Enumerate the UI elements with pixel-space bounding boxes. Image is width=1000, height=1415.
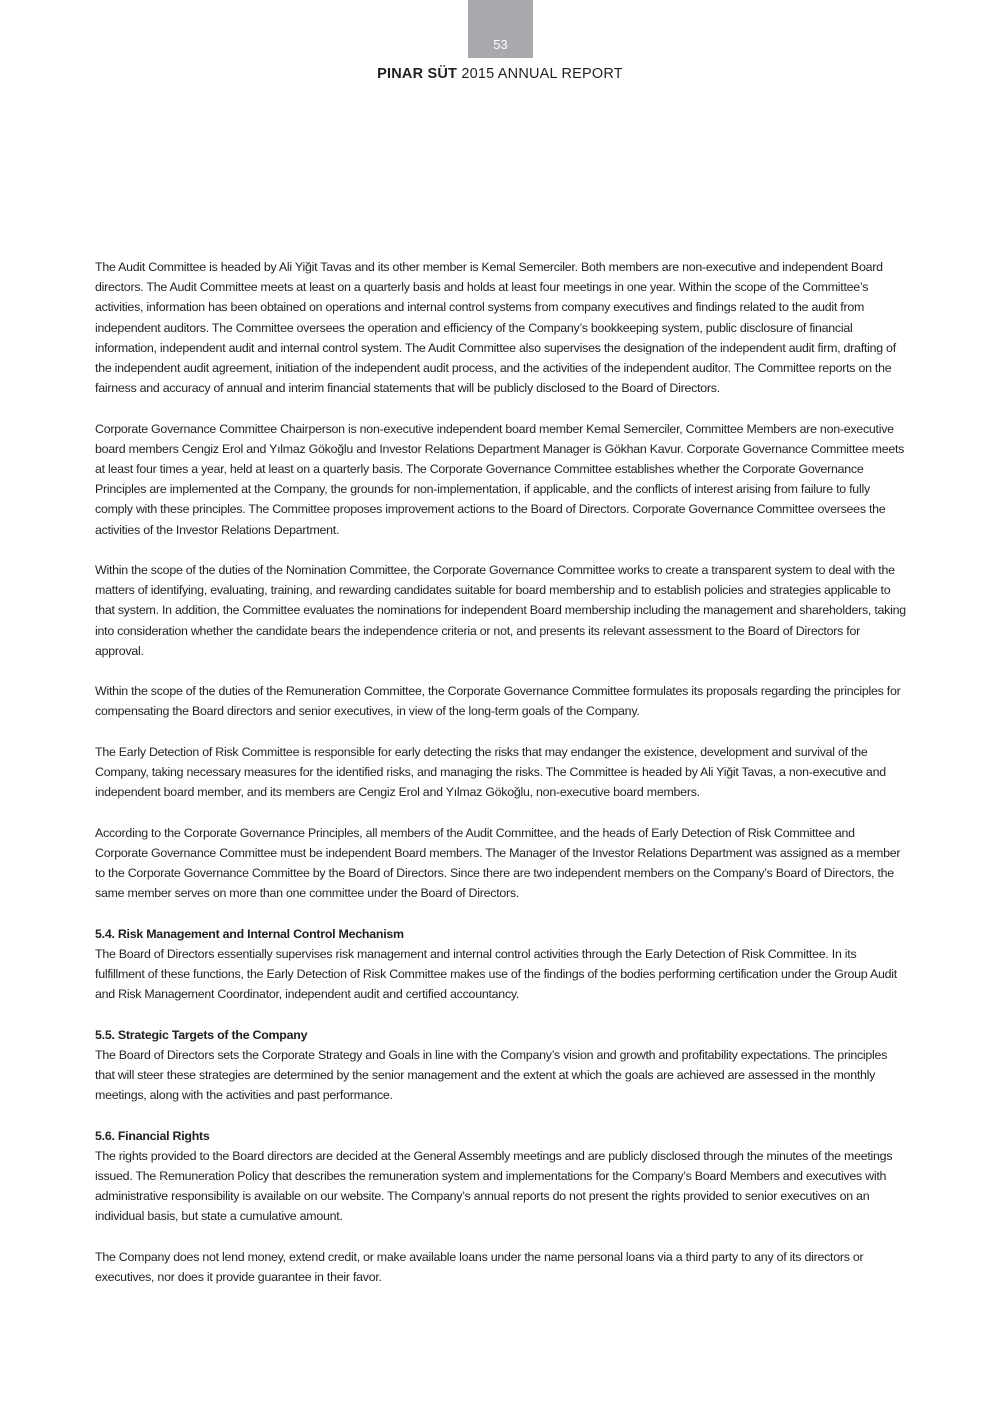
paragraph-nomination-committee: Within the scope of the duties of the Nomination Committee, the Corporate Governance Committee works to create a transparent system to deal with the matters of identifying, evaluating, training, and rewarding candidates suitable for board membership and to establish policies and strategies applicable to that system. In addition, the Committee evaluates the nominations for independent Board membership including the management and shareholders, taking into consideration whether the candidate bears the independence criteria or not, and presents its relevant assessment to the Board of Directors for approval. xyxy=(95,563,906,658)
section-heading: 5.6. Financial Rights xyxy=(95,1128,210,1143)
section-financial-rights xyxy=(95,1126,907,1227)
paragraph-audit-committee: The Audit Committee is headed by Ali Yiğit Tavas and its other member is Kemal Semerciler. Both members are non-executive and independent Board directors. The Audit Committee meets at least on a quarterly basis and holds at least four meetings in one year. Within the scope of the Committee’s activities, information has been obtained on operations and internal control systems from company executives and findings related to the audit from independent auditors. The Committee oversees the operation and efficiency of the Company’s bookkeeping system, public disclosure of financial information, independent audit and internal control system. The Audit Committee also supervises the designation of the independent audit firm, drafting of the independent audit agreement, initiation of the independent audit process, and the activities of the independent auditor. The Committee reports on the fairness and accuracy of annual and interim financial statements that will be publicly disclosed to the Board of Directors. xyxy=(95,260,896,396)
brand-name: PINAR SÜT xyxy=(377,66,458,82)
section-heading: 5.4. Risk Management and Internal Control Mechanism xyxy=(95,926,404,941)
page-number-tab xyxy=(468,0,533,58)
paragraph-remuneration-committee: Within the scope of the duties of the Remuneration Committee, the Corporate Governance Committee formulates its proposals regarding the principles for compensating the Board directors and senior executives, in view of the long-term goals of the Company. xyxy=(95,684,901,719)
report-title: 2015 ANNUAL REPORT xyxy=(461,66,623,82)
paragraph-committee-independence: According to the Corporate Governance Principles, all members of the Audit Committee, and the heads of Early Detection of Risk Committee and Corporate Governance Committee must be independent Board members. The Manager of the Investor Relations Department was assigned as a member to the Corporate Governance Committee by the Board of Directors. Since there are two independent members on the Company’s Board of Directors, the same member serves on more than one committee under the Board of Directors. xyxy=(95,825,901,901)
body-content xyxy=(95,257,907,1307)
section-text: The Board of Directors sets the Corporate Strategy and Goals in line with the Company’s vision and growth and profitability expectations. The principles that will steer these strategies are determined by the senior management and the extent at which the goals are achieved are assessed in the monthly meetings, along with the activities and past performance. xyxy=(95,1047,888,1103)
section-strategic-targets xyxy=(95,1025,907,1106)
paragraph-corporate-governance-committee: Corporate Governance Committee Chairperson is non-executive independent board member Kemal Semerciler, Committee Members are non-executive board members Cengiz Erol and Yılmaz Gökoğlu and Investor Relations Department Manager is Gökhan Kavur. Corporate Governance Committee meets at least four times a year, held at least on a quarterly basis. The Corporate Governance Committee establishes whether the Corporate Governance Principles are implemented at the Company, the grounds for non-implementation, if applicable, and the conflicts of interest arising from failure to fully comply with these principles. The Committee proposes improvement actions to the Board of Directors. Corporate Governance Committee oversees the activities of the Investor Relations Department. xyxy=(95,421,905,537)
paragraph-closing: The Company does not lend money, extend credit, or make available loans under the name personal loans via a third party to any of its directors or executives, nor does it provide guarantee in their favor. xyxy=(95,1249,864,1285)
section-text: The rights provided to the Board directors are decided at the General Assembly meetings and are publicly disclosed through the minutes of the meetings issued. The Remuneration Policy that describes the remuneration system and implementations for the Company’s Board Members and executives with administrative responsibility is available on our website. The Company’s annual reports do not present the rights provided to senior executives on an individual basis, but state a cumulative amount. xyxy=(95,1148,893,1224)
section-text: The Board of Directors essentially supervises risk management and internal control activities through the Early Detection of Risk Committee. In its fulfillment of these functions, the Early Detection of Risk Committee makes use of the findings of the bodies performing certification under the Group Audit and Risk Management Coordinator, independent audit and certified accountancy. xyxy=(95,946,897,1002)
paragraph-early-detection-risk-committee: The Early Detection of Risk Committee is responsible for early detecting the risks that may endanger the existence, development and survival of the Company, taking necessary measures for the identified risks, and managing the risks. The Committee is headed by Ali Yiğit Tavas, a non-executive and independent board member, and its members are Cengiz Erol and Yılmaz Gökoğlu, non-executive board members. xyxy=(95,744,886,800)
section-risk-management xyxy=(95,924,907,1005)
section-heading: 5.5. Strategic Targets of the Company xyxy=(95,1027,308,1042)
running-header xyxy=(0,66,1000,82)
page-number: 53 xyxy=(493,37,508,52)
